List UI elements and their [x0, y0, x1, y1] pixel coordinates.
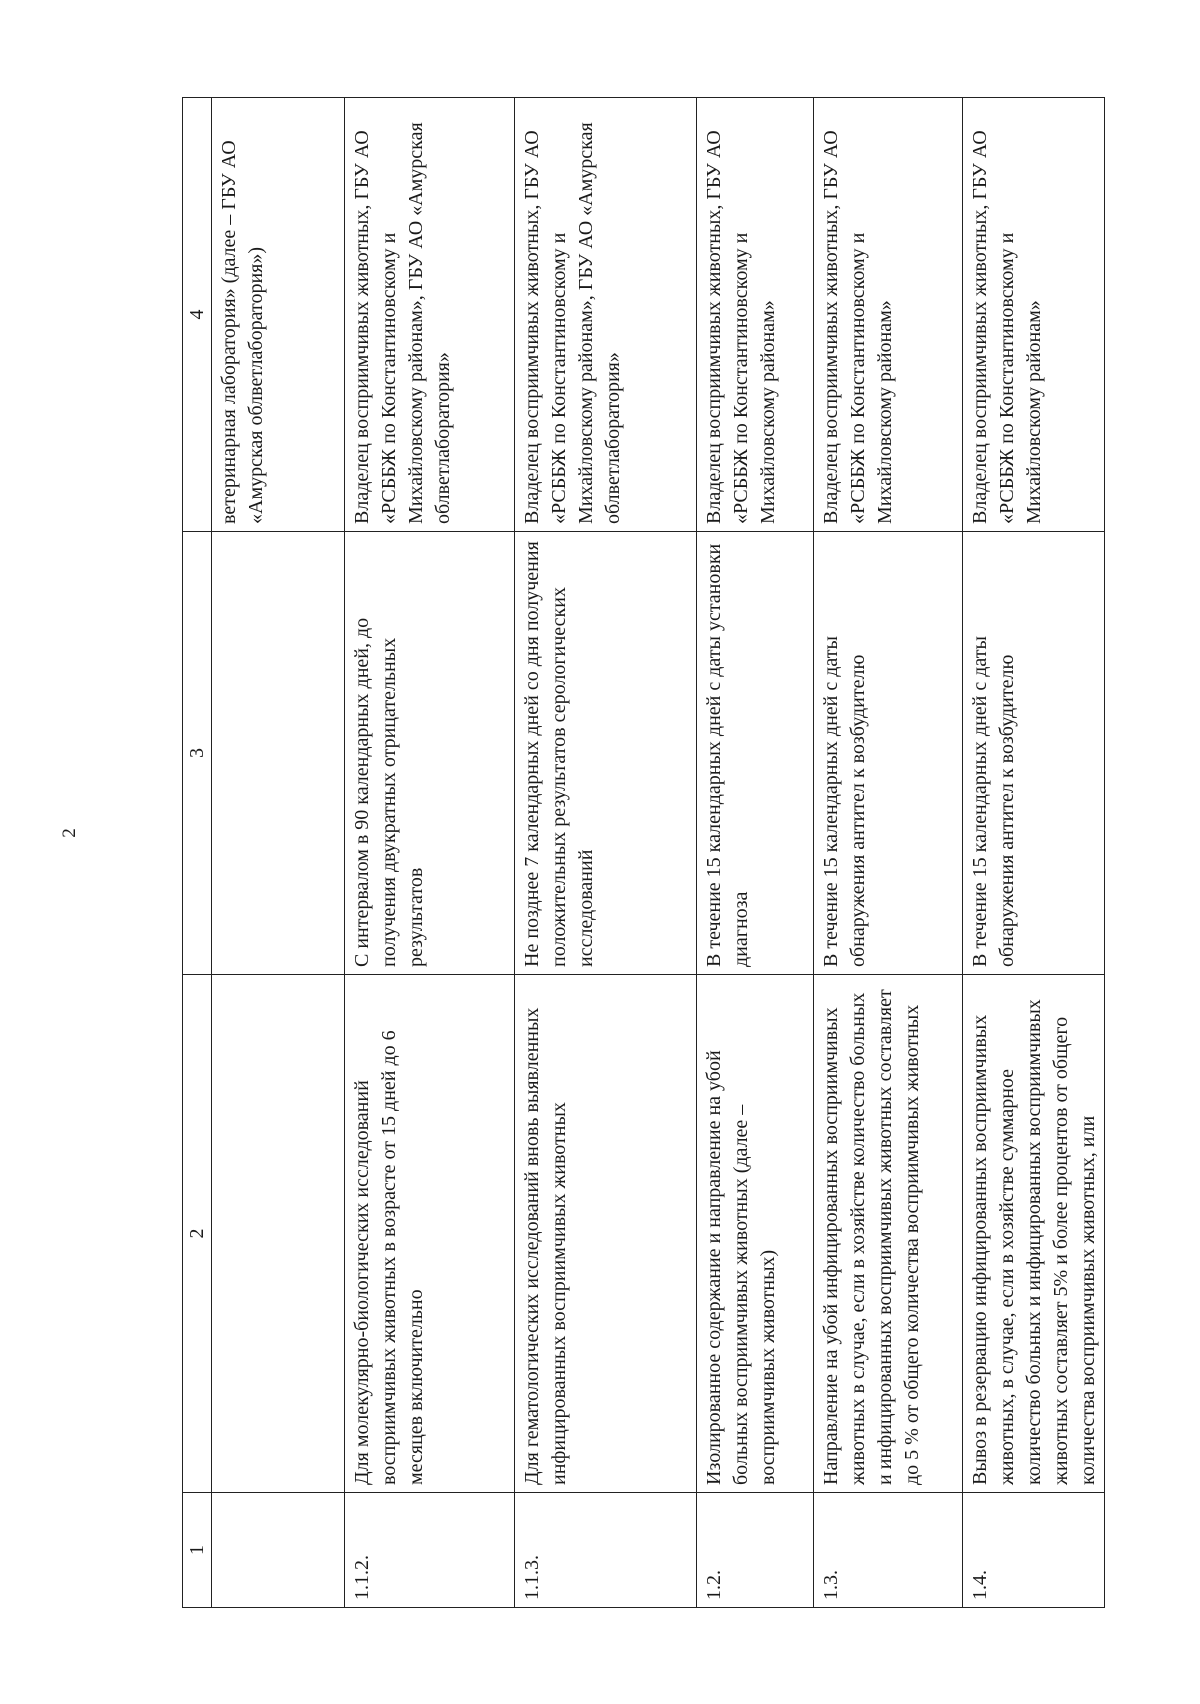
cell-number: 1.1.2. [345, 1493, 515, 1608]
column-header: 4 [183, 98, 212, 532]
cell-action: Вывоз в резервацию инфицированных восприимчивых животных, в случае, если в хозяйстве суммарное количество больных и инфицированных восприимчивых животных составляет 5% и более процентов от общего количества восприимчивых животных, или [963, 975, 1105, 1493]
cell-action [212, 975, 345, 1493]
cell-deadline: В течение 15 календарных дней с даты обнаружения антител к возбудителю [814, 532, 963, 975]
table-row [212, 98, 345, 1608]
page-number: 2 [59, 828, 80, 838]
column-header: 3 [183, 532, 212, 975]
cell-number: 1.1.3. [515, 1493, 697, 1608]
cell-number [212, 1493, 345, 1608]
cell-deadline: С интервалом в 90 календарных дней, до получения двукратных отрицательных результатов [345, 532, 515, 975]
cell-action: Для гематологических исследований вновь выявленных инфицированных восприимчивых животных [515, 975, 697, 1493]
cell-number: 1.2. [697, 1493, 814, 1608]
cell-responsible: Владелец восприимчивых животных, ГБУ АО «РСББЖ по Константиновскому и Михайловскому районам» [963, 98, 1105, 532]
measures-table [182, 97, 1105, 1608]
table-row [814, 98, 963, 1608]
cell-responsible: Владелец восприимчивых животных, ГБУ АО «РСББЖ по Константиновскому и Михайловскому районам», ГБУ АО «Амурская облветлаборатория» [345, 98, 515, 532]
table-row [345, 98, 515, 1608]
cell-deadline: В течение 15 календарных дней с даты обнаружения антител к возбудителю [963, 532, 1105, 975]
table-row [697, 98, 814, 1608]
cell-number: 1.3. [814, 1493, 963, 1608]
table-header-row [183, 98, 212, 1608]
cell-deadline: Не позднее 7 календарных дней со дня получения положительных результатов серологических исследований [515, 532, 697, 975]
cell-number: 1.4. [963, 1493, 1105, 1608]
column-header: 1 [183, 1493, 212, 1608]
table-row [515, 98, 697, 1608]
cell-responsible: Владелец восприимчивых животных, ГБУ АО «РСББЖ по Константиновскому и Михайловскому районам» [814, 98, 963, 532]
rotated-sheet [182, 98, 1099, 1608]
cell-responsible: ветеринарная лаборатория» (далее – ГБУ АО «Амурская облветлаборатория») [212, 98, 345, 532]
cell-deadline: В течение 15 календарных дней с даты установки диагноза [697, 532, 814, 975]
cell-action: Для молекулярно-биологических исследований восприимчивых животных в возрасте от 15 дней до 6 месяцев включительно [345, 975, 515, 1493]
cell-responsible: Владелец восприимчивых животных, ГБУ АО «РСББЖ по Константиновскому и Михайловскому районам» [697, 98, 814, 532]
column-header: 2 [183, 975, 212, 1493]
cell-action: Направление на убой инфицированных восприимчивых животных в случае, если в хозяйстве количество больных и инфицированных восприимчивых животных составляет до 5 % от общего количества восприимчивых животных [814, 975, 963, 1493]
cell-action: Изолированное содержание и направление на убой больных восприимчивых животных (далее – восприимчивых животных) [697, 975, 814, 1493]
cell-deadline [212, 532, 345, 975]
cell-responsible: Владелец восприимчивых животных, ГБУ АО «РСББЖ по Константиновскому и Михайловскому районам», ГБУ АО «Амурская облветлаборатория» [515, 98, 697, 532]
table-row [963, 98, 1105, 1608]
